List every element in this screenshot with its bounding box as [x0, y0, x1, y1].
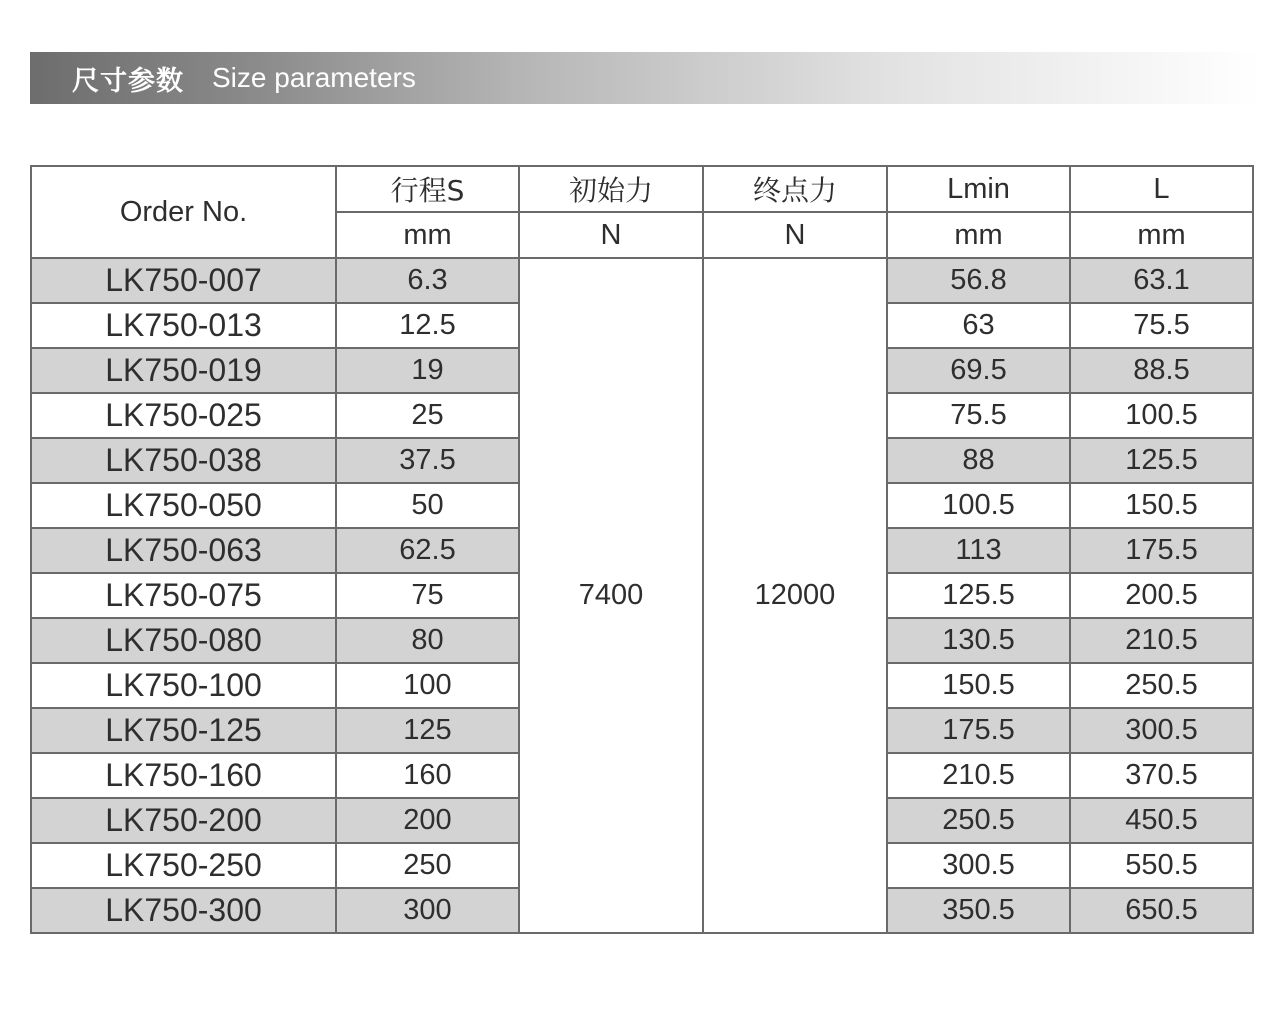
section-title-english: Size parameters — [212, 62, 416, 93]
cell-lmin: 100.5 — [887, 483, 1070, 528]
unit-stroke: mm — [336, 212, 519, 258]
cell-stroke: 300 — [336, 888, 519, 933]
cell-l: 150.5 — [1070, 483, 1253, 528]
cell-order-no: LK750-250 — [31, 843, 336, 888]
unit-l: mm — [1070, 212, 1253, 258]
unit-end-force: N — [703, 212, 887, 258]
cell-stroke: 19 — [336, 348, 519, 393]
cell-order-no: LK750-019 — [31, 348, 336, 393]
cell-stroke: 25 — [336, 393, 519, 438]
cell-l: 75.5 — [1070, 303, 1253, 348]
cell-l: 88.5 — [1070, 348, 1253, 393]
cell-l: 200.5 — [1070, 573, 1253, 618]
cell-order-no: LK750-100 — [31, 663, 336, 708]
cell-lmin: 130.5 — [887, 618, 1070, 663]
cell-lmin: 75.5 — [887, 393, 1070, 438]
cell-order-no: LK750-038 — [31, 438, 336, 483]
cell-l: 125.5 — [1070, 438, 1253, 483]
cell-stroke: 80 — [336, 618, 519, 663]
unit-initial-force: N — [519, 212, 703, 258]
cell-l: 370.5 — [1070, 753, 1253, 798]
cell-stroke: 160 — [336, 753, 519, 798]
cell-stroke: 62.5 — [336, 528, 519, 573]
cell-l: 650.5 — [1070, 888, 1253, 933]
cell-l: 450.5 — [1070, 798, 1253, 843]
cell-lmin: 350.5 — [887, 888, 1070, 933]
header-stroke: 行程S — [336, 166, 519, 212]
cell-order-no: LK750-200 — [31, 798, 336, 843]
cell-order-no: LK750-075 — [31, 573, 336, 618]
cell-order-no: LK750-125 — [31, 708, 336, 753]
table-row — [31, 258, 1253, 303]
cell-stroke: 6.3 — [336, 258, 519, 303]
cell-stroke: 50 — [336, 483, 519, 528]
cell-l: 550.5 — [1070, 843, 1253, 888]
unit-lmin: mm — [887, 212, 1070, 258]
cell-lmin: 250.5 — [887, 798, 1070, 843]
section-title-bar — [30, 52, 1260, 104]
cell-l: 300.5 — [1070, 708, 1253, 753]
cell-order-no: LK750-007 — [31, 258, 336, 303]
cell-lmin: 300.5 — [887, 843, 1070, 888]
header-lmin: Lmin — [887, 166, 1070, 212]
cell-lmin: 56.8 — [887, 258, 1070, 303]
cell-lmin: 69.5 — [887, 348, 1070, 393]
header-end-force: 终点力 — [703, 166, 887, 212]
cell-lmin: 63 — [887, 303, 1070, 348]
table-header — [31, 166, 1253, 258]
cell-end-force: 12000 — [703, 258, 887, 933]
cell-stroke: 75 — [336, 573, 519, 618]
cell-l: 250.5 — [1070, 663, 1253, 708]
cell-order-no: LK750-300 — [31, 888, 336, 933]
cell-lmin: 210.5 — [887, 753, 1070, 798]
table-body — [31, 258, 1253, 933]
header-order-no: Order No. — [31, 166, 336, 258]
size-parameters-table — [30, 165, 1254, 934]
cell-order-no: LK750-063 — [31, 528, 336, 573]
header-initial-force: 初始力 — [519, 166, 703, 212]
cell-l: 210.5 — [1070, 618, 1253, 663]
cell-order-no: LK750-050 — [31, 483, 336, 528]
cell-lmin: 125.5 — [887, 573, 1070, 618]
cell-stroke: 100 — [336, 663, 519, 708]
cell-stroke: 37.5 — [336, 438, 519, 483]
section-title-chinese: 尺寸参数 — [72, 65, 184, 97]
cell-order-no: LK750-160 — [31, 753, 336, 798]
cell-lmin: 150.5 — [887, 663, 1070, 708]
cell-stroke: 200 — [336, 798, 519, 843]
cell-lmin: 88 — [887, 438, 1070, 483]
cell-lmin: 113 — [887, 528, 1070, 573]
cell-l: 100.5 — [1070, 393, 1253, 438]
header-l: L — [1070, 166, 1253, 212]
cell-stroke: 125 — [336, 708, 519, 753]
cell-l: 63.1 — [1070, 258, 1253, 303]
cell-stroke: 250 — [336, 843, 519, 888]
cell-stroke: 12.5 — [336, 303, 519, 348]
cell-l: 175.5 — [1070, 528, 1253, 573]
cell-order-no: LK750-025 — [31, 393, 336, 438]
header-row-labels — [31, 166, 1253, 212]
cell-order-no: LK750-080 — [31, 618, 336, 663]
cell-order-no: LK750-013 — [31, 303, 336, 348]
cell-lmin: 175.5 — [887, 708, 1070, 753]
cell-initial-force: 7400 — [519, 258, 703, 933]
